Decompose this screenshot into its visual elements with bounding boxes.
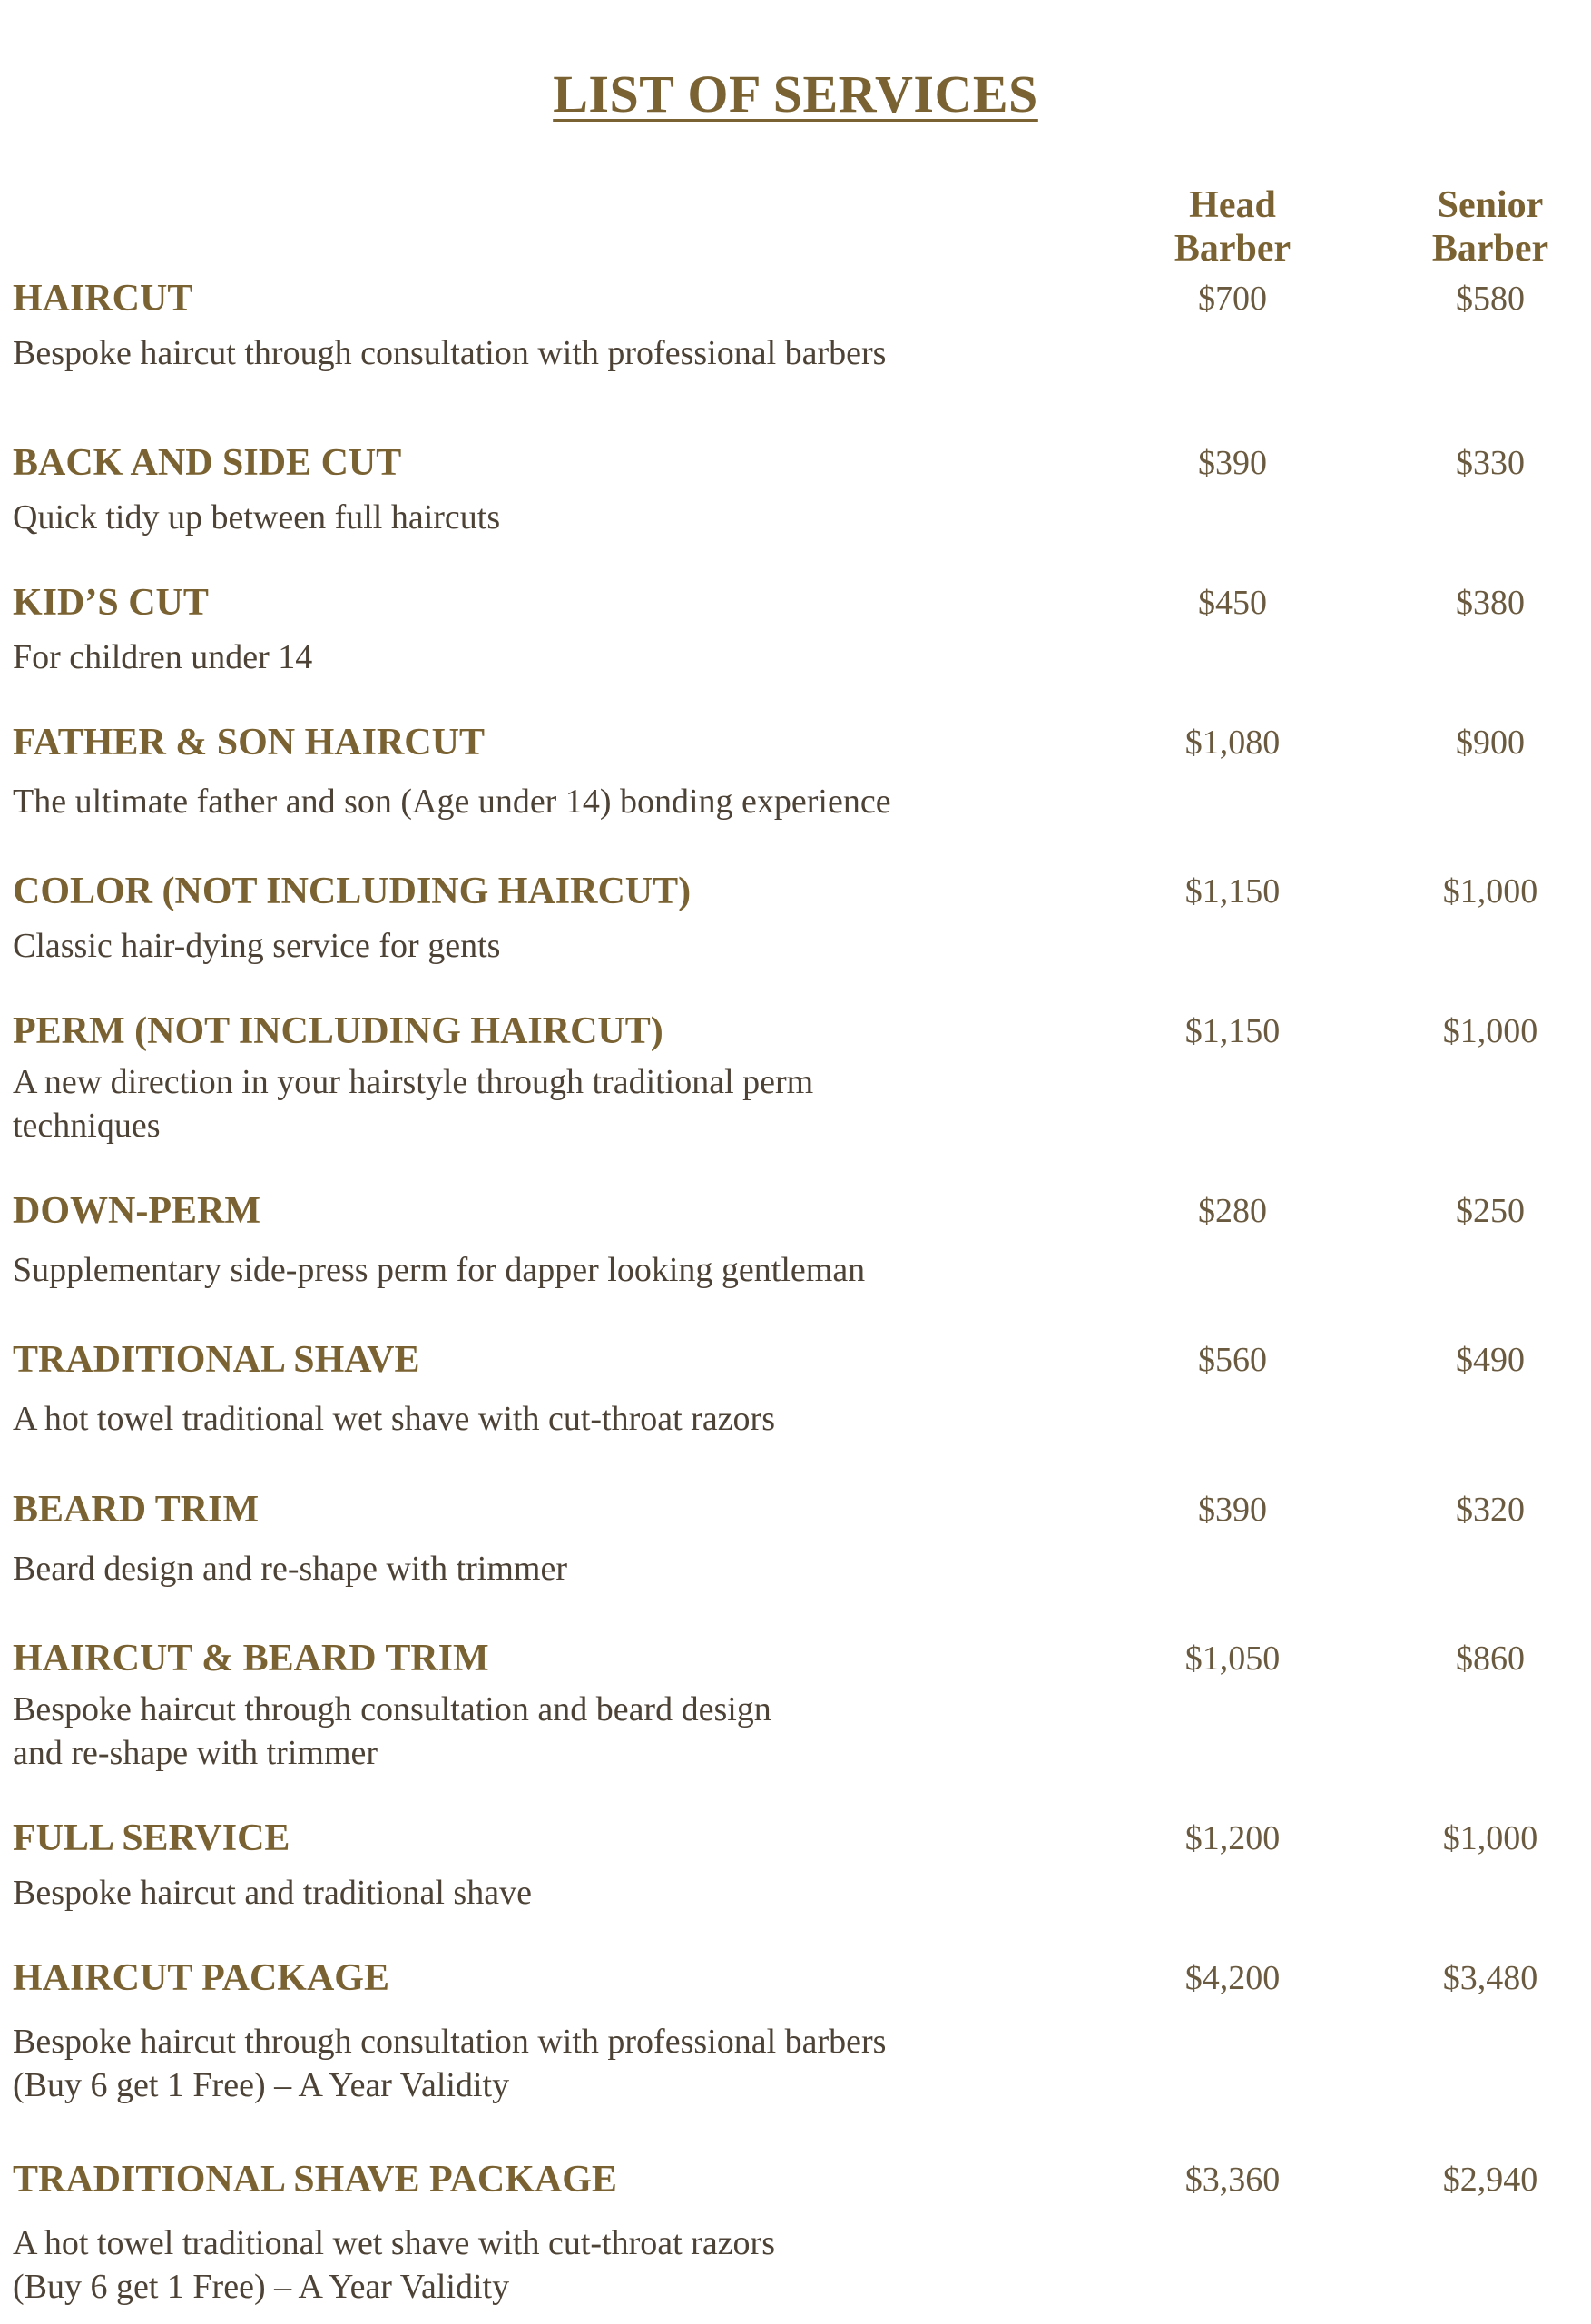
head-barber-price: $1,200 <box>1184 1819 1281 1857</box>
page-title <box>0 64 1591 124</box>
column-header-senior-line1: Senior <box>1437 184 1544 226</box>
service-name: FATHER & SON HAIRCUT <box>13 722 485 763</box>
head-barber-price: $390 <box>1198 444 1267 482</box>
service-name: DOWN-PERM <box>13 1190 260 1232</box>
service-name: BACK AND SIDE CUT <box>13 442 402 484</box>
service-description: For children under 14 <box>13 638 313 676</box>
service-name: TRADITIONAL SHAVE <box>13 1339 420 1381</box>
head-barber-price: $1,150 <box>1184 1012 1281 1050</box>
service-description: A hot towel traditional wet shave with cut-throat razors <box>13 1400 775 1438</box>
service-name: TRADITIONAL SHAVE PACKAGE <box>13 2159 617 2201</box>
service-description: Bespoke haircut through consultation with professional barbers <box>13 334 887 372</box>
head-barber-price: $450 <box>1198 584 1267 622</box>
head-barber-price: $280 <box>1198 1192 1267 1230</box>
service-description: Bespoke haircut through consultation and beard design and re-shape with trimmer <box>13 1690 771 1772</box>
senior-barber-price: $380 <box>1456 584 1525 622</box>
service-name: BEARD TRIM <box>13 1489 260 1531</box>
column-header-head-line2: Barber <box>1174 228 1291 270</box>
service-name: HAIRCUT <box>13 278 193 320</box>
service-description: A hot towel traditional wet shave with cut-throat razors (Buy 6 get 1 Free) – A Year Validity <box>13 2224 775 2306</box>
senior-barber-price: $580 <box>1456 280 1525 318</box>
service-description: Supplementary side-press perm for dapper looking gentleman <box>13 1251 866 1289</box>
senior-barber-price: $1,000 <box>1442 1012 1538 1050</box>
service-description: Classic hair-dying service for gents <box>13 927 501 965</box>
senior-barber-price: $330 <box>1456 444 1525 482</box>
head-barber-price: $1,150 <box>1184 872 1281 911</box>
senior-barber-price: $1,000 <box>1442 1819 1538 1857</box>
service-name: FULL SERVICE <box>13 1817 290 1859</box>
head-barber-price: $3,360 <box>1184 2161 1281 2199</box>
senior-barber-price: $250 <box>1456 1192 1525 1230</box>
head-barber-price: $390 <box>1198 1491 1267 1529</box>
service-description: Bespoke haircut through consultation with professional barbers (Buy 6 get 1 Free) – A Year Validity <box>13 2023 887 2104</box>
column-header-senior-line2: Barber <box>1431 228 1549 270</box>
service-description: The ultimate father and son (Age under 14) bonding experience <box>13 783 891 821</box>
senior-barber-price: $1,000 <box>1442 872 1538 911</box>
head-barber-price: $1,050 <box>1184 1640 1281 1678</box>
senior-barber-price: $320 <box>1456 1491 1525 1529</box>
head-barber-price: $700 <box>1198 280 1267 318</box>
service-description: Beard design and re-shape with trimmer <box>13 1550 567 1588</box>
service-name: KID’S CUT <box>13 582 209 624</box>
service-name: HAIRCUT & BEARD TRIM <box>13 1638 489 1679</box>
head-barber-price: $560 <box>1198 1341 1267 1379</box>
service-description: Quick tidy up between full haircuts <box>13 498 501 537</box>
senior-barber-price: $860 <box>1456 1640 1525 1678</box>
senior-barber-price: $900 <box>1456 724 1525 762</box>
head-barber-price: $1,080 <box>1184 724 1281 762</box>
senior-barber-price: $2,940 <box>1442 2161 1538 2199</box>
senior-barber-price: $3,480 <box>1442 1959 1538 1997</box>
column-header-head-line1: Head <box>1189 184 1276 226</box>
service-description: A new direction in your hairstyle through traditional perm techniques <box>13 1063 814 1145</box>
service-name: PERM (NOT INCLUDING HAIRCUT) <box>13 1010 663 1052</box>
head-barber-price: $4,200 <box>1184 1959 1281 1997</box>
service-name: HAIRCUT PACKAGE <box>13 1957 389 1999</box>
column-header-senior-barber <box>1372 183 1591 271</box>
service-name: COLOR (NOT INCLUDING HAIRCUT) <box>13 871 692 912</box>
page-title-text: LIST OF SERVICES <box>553 64 1038 123</box>
service-description: Bespoke haircut and traditional shave <box>13 1874 532 1912</box>
senior-barber-price: $490 <box>1456 1341 1525 1379</box>
column-header-head-barber <box>1115 183 1350 271</box>
